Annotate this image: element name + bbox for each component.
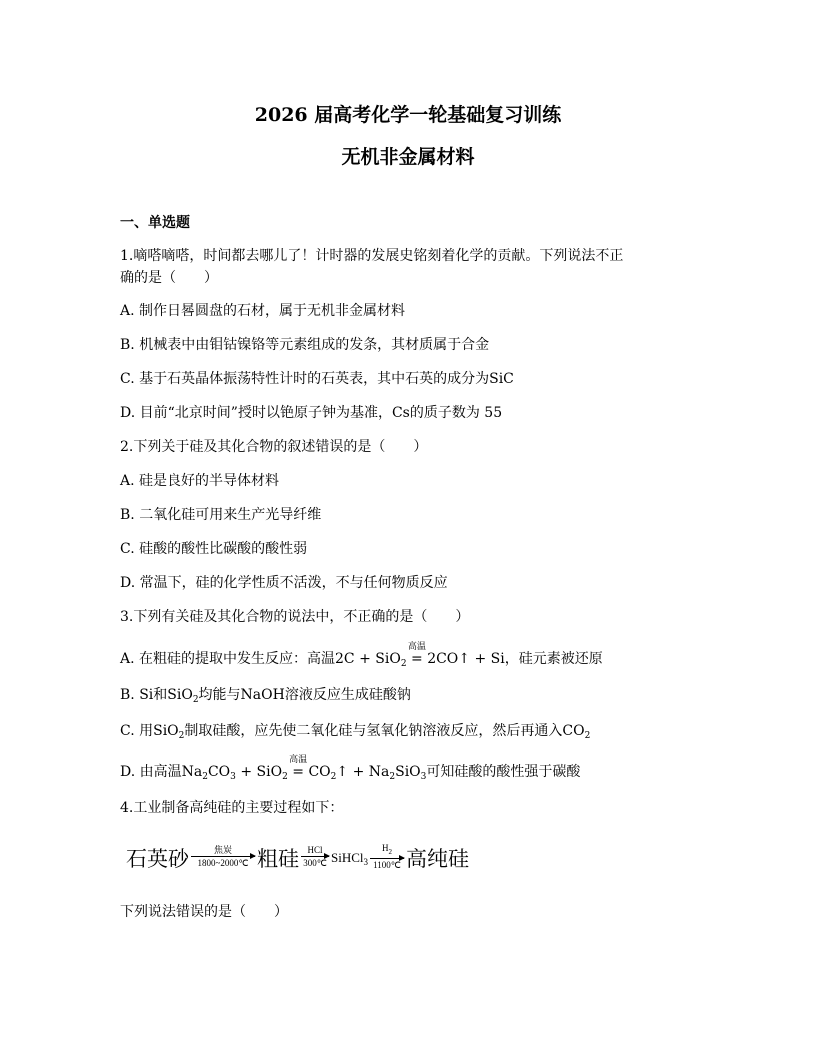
q1-option-a: A. 制作日晷圆盘的石材，属于无机非金属材料 (120, 303, 406, 319)
q3-option-b (120, 684, 411, 705)
flow-arrow-2-temperature: 300℃ (303, 857, 327, 868)
subscript: 2 (400, 659, 407, 669)
flow-arrow-1-temperature: 1800~2000℃ (197, 857, 249, 868)
subscript: 3 (230, 772, 236, 782)
formula-part: CO (308, 764, 331, 780)
subscript: 3 (363, 856, 369, 867)
subscript: 2 (388, 847, 393, 856)
q3-option-d (120, 755, 581, 782)
page-title: 2026 届高考化学一轮基础复习训练 (254, 104, 562, 126)
subscript: 2 (389, 772, 396, 782)
q3-a-text-pre: A. 在粗硅的提取中发生反应：高温2C + SiO (120, 651, 401, 667)
q2-option-d: D. 常温下，硅的化学性质不活泼，不与任何物质反应 (120, 575, 448, 591)
section-heading: 一、单选题 (120, 215, 190, 231)
flow-arrow-3-reagent (382, 843, 392, 857)
q2-option-b: B. 二氧化硅可用来生产光导纤维 (120, 507, 322, 523)
q1-stem-line2: 确的是（ ） (120, 270, 218, 286)
q3-option-a (120, 642, 603, 669)
q3-d-text-pre: D. 由高温Na (120, 764, 203, 780)
page-subtitle: 无机非金属材料 (341, 146, 475, 168)
q1-option-b: B. 机械表中由钼钴镍铬等元素组成的发条，其材质属于合金 (120, 337, 490, 353)
subscript: 3 (420, 772, 427, 782)
equation-equals: 高温 = (411, 651, 423, 667)
formula-part: CO (207, 764, 231, 780)
flow-step-crude-silicon: 粗硅 (257, 847, 299, 871)
arrow-shaft (191, 856, 255, 857)
q2-option-c: C. 硅酸的酸性比碳酸的酸性弱 (120, 541, 308, 557)
formula-part: H (382, 842, 389, 853)
q3-b-text-pre: B. Si和SiO (120, 687, 193, 703)
equation-equals: 高温 = (292, 764, 304, 780)
process-flow-diagram (126, 838, 469, 878)
subscript: 2 (584, 731, 591, 741)
q4-stem: 4.工业制备高纯硅的主要过程如下： (120, 800, 344, 816)
flow-step-trichlorosilane (331, 850, 368, 867)
subscript: 2 (192, 695, 199, 705)
q3-a-text-post: 2CO↑ + Si，硅元素被还原 (427, 651, 603, 667)
formula-part: SiO (395, 764, 421, 780)
q1-option-d: D. 目前“北京时间”授时以铯原子钟为基准，Cs的质子数为 55 (120, 405, 503, 421)
q3-b-text-post: 均能与NaOH溶液反应生成硅酸钠 (198, 687, 411, 703)
flow-arrow-1-reagent: 焦炭 (213, 844, 232, 855)
q1-option-c: C. 基于石英晶体振荡特性计时的石英表，其中石英的成分为SiC (120, 371, 514, 387)
q2-stem: 2.下列关于硅及其化合物的叙述错误的是（ ） (120, 439, 428, 455)
flow-step-quartz-sand: 石英砂 (126, 847, 189, 871)
q3-d-text-post: 可知硅酸的酸性强于碳酸 (426, 764, 581, 780)
q3-stem: 3.下列有关硅及其化合物的说法中，不正确的是（ ） (120, 609, 470, 625)
flow-arrow-2-reagent: HCl (307, 844, 323, 855)
arrow-shaft (301, 856, 329, 857)
formula-part: SiHCl (331, 849, 364, 865)
q3-option-c (120, 720, 590, 741)
flow-step-high-purity-silicon: 高纯硅 (406, 847, 470, 871)
subscript: 2 (330, 772, 337, 782)
arrow-shaft (370, 858, 404, 859)
flow-arrow-2 (301, 845, 329, 868)
reaction-condition: 高温 (407, 642, 426, 652)
q3-c-text-mid: 制取硅酸，应先使二氧化硅与氢氧化钠溶液反应，然后再通入CO (184, 723, 585, 739)
formula-part: ↑ + Na (336, 764, 390, 780)
q3-c-text-pre: C. 用SiO (120, 723, 179, 739)
flow-arrow-1 (191, 845, 255, 868)
q1-stem-line1: 1.嘀嗒嘀嗒，时间都去哪儿了！计时器的发展史铭刻着化学的贡献。下列说法不正 (120, 248, 624, 264)
q4-question: 下列说法错误的是（ ） (120, 904, 288, 920)
flow-arrow-3-temperature: 1100℃ (373, 859, 401, 870)
formula-part: + SiO (235, 764, 283, 780)
q2-option-a: A. 硅是良好的半导体材料 (120, 473, 280, 489)
subscript: 2 (202, 772, 208, 782)
flow-arrow-3 (370, 843, 404, 870)
subscript: 2 (178, 731, 185, 741)
reaction-condition: 高温 (289, 755, 308, 765)
subscript: 2 (282, 772, 288, 782)
